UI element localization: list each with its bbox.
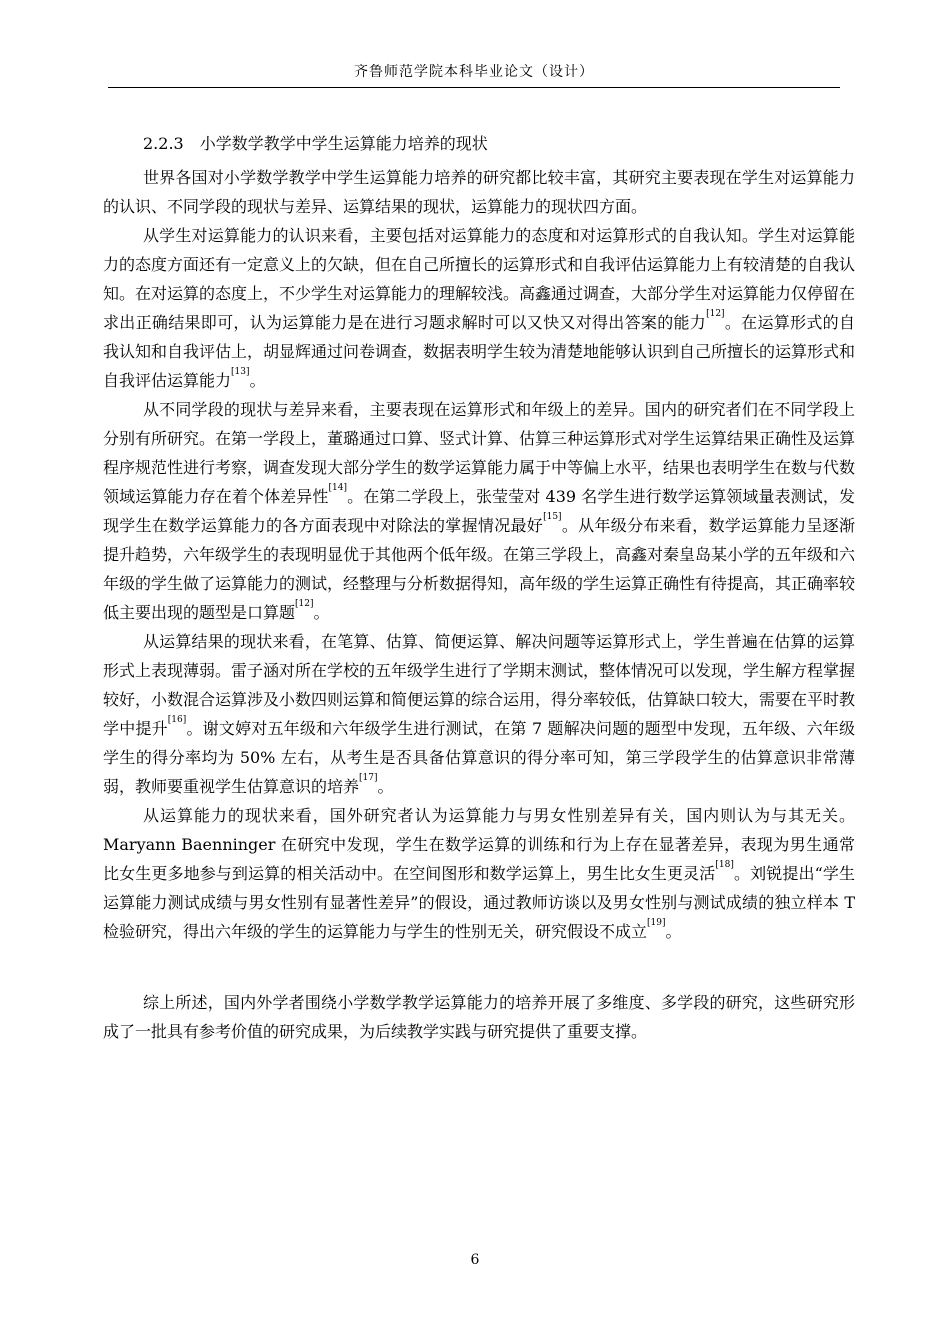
paragraph-text: 从学生对运算能力的认识来看，主要包括对运算能力的态度和对运算形式的自我认知。学生对运算能力的态度方面还有一定意义上的欠缺，但在自己所擅长的运算形式和自我评估运算能力上有较清楚的自我认知。在对运算的态度上，不少学生对运算能力的理解较浅。高鑫通过调查，大部分学生对运算能力仅停留在求出正确结果即可，认为运算能力是在进行习题求解时可以又快又对得出答案的能力 (103, 226, 856, 332)
section-heading: 2.2.3 小学数学教学中学生运算能力培养的现状 (143, 134, 488, 153)
paragraph-text: 。 (313, 603, 330, 622)
paragraph-text: 。在第二学段上，张莹莹对 439 名学生进行数学运算领域量表测试，发现学生在数学运算能力的各方面表现中对除法的掌握情况最好 (103, 487, 855, 535)
paragraph-text: 。 (377, 777, 394, 796)
citation-reference: [17] (359, 773, 378, 783)
paragraph (103, 988, 855, 1046)
page-number: 6 (470, 1252, 480, 1268)
paragraph (103, 627, 855, 801)
paragraph (103, 221, 855, 395)
paragraph-text: 。从年级分布来看，数学运算能力呈逐渐提升趋势，六年级学生的表现明显优于其他两个低年级。在第三学段上，高鑫对秦皇岛某小学的五年级和六年级的学生做了运算能力的测试，经整理与分析数据得知，高年级的学生运算正确性有待提高，其正确率较低主要出现的题型是口算题 (103, 516, 856, 622)
citation-reference: [19] (647, 918, 666, 928)
citation-reference: [13] (231, 367, 250, 377)
citation-reference: [14] (328, 483, 347, 493)
citation-reference: [12] (706, 309, 725, 319)
paragraph-text: 从运算能力的现状来看，国外研究者认为运算能力与男女性别差异有关，国内则认为与其无关。Maryann Baenninger 在研究中发现，学生在数学运算的训练和行为上存在显著差异，表现为男生通常比女生更多地参与到运算的相关活动中。在空间图形和数学运算上，男生比女生更灵活 (103, 806, 855, 883)
citation-reference: [12] (295, 599, 314, 609)
paragraph (103, 163, 855, 221)
paragraph-text: 从运算结果的现状来看，在笔算、估算、简便运算、解决问题等运算形式上，学生普遍在估算的运算形式上表现薄弱。雷子涵对所在学校的五年级学生进行了学期末测试，整体情况可以发现，学生解方程掌握较好，小数混合运算涉及小数四则运算和简便运算的综合运用，得分率较低，估算缺口较大，需要在平时教学中提升 (103, 632, 856, 738)
paragraph (103, 395, 855, 627)
paragraph-text: 世界各国对小学数学教学中学生运算能力培养的研究都比较丰富，其研究主要表现在学生对运算能力的认识、不同学段的现状与差异、运算结果的现状，运算能力的现状四方面。 (103, 168, 855, 216)
body-content (103, 129, 855, 1046)
citation-reference: [15] (543, 512, 562, 522)
paragraph (103, 801, 855, 946)
paragraph-text: 。 (249, 371, 266, 390)
header-rule (108, 87, 840, 88)
paragraph-text: 。谢文婷对五年级和六年级学生进行测试，在第 7 题解决问题的题型中发现，五年级、六年级学生的得分率均为 50% 左右，从考生是否具备估算意识的得分率可知，第三学段学生的估算意识非常薄弱，教师要重视学生估算意识的培养 (103, 719, 855, 796)
paragraph-text: 。刘锐提出“学生运算能力测试成绩与男女性别有显著性差异”的假设，通过教师访谈以及男女性别与测试成绩的独立样本 T 检验研究，得出六年级的学生的运算能力与学生的性别无关，研究假设不成立 (103, 864, 855, 941)
paragraph-text: 。在运算形式的自我认知和自我评估上，胡显辉通过问卷调查，数据表明学生较为清楚地能够认识到自己所擅长的运算形式和自我评估运算能力 (103, 313, 856, 390)
citation-reference: [16] (167, 715, 187, 725)
paragraph-list (103, 163, 855, 1046)
paragraph-text: 。 (665, 922, 682, 941)
citation-reference: [18] (715, 860, 734, 870)
page-header: 齐鲁师范学院本科毕业论文（设计） (354, 64, 594, 80)
paragraph-text: 综上所述，国内外学者围绕小学数学教学运算能力的培养开展了多维度、多学段的研究，这些研究形成了一批具有参考价值的研究成果，为后续教学实践与研究提供了重要支撑。 (103, 993, 855, 1041)
paragraph-text: 从不同学段的现状与差异来看，主要表现在运算形式和年级上的差异。国内的研究者们在不同学段上分别有所研究。在第一学段上，董璐通过口算、竖式计算、估算三种运算形式对学生运算结果正确性及运算程序规范性进行考察，调查发现大部分学生的数学运算能力属于中等偏上水平，结果也表明学生在数与代数领域运算能力存在着个体差异性 (103, 400, 856, 506)
